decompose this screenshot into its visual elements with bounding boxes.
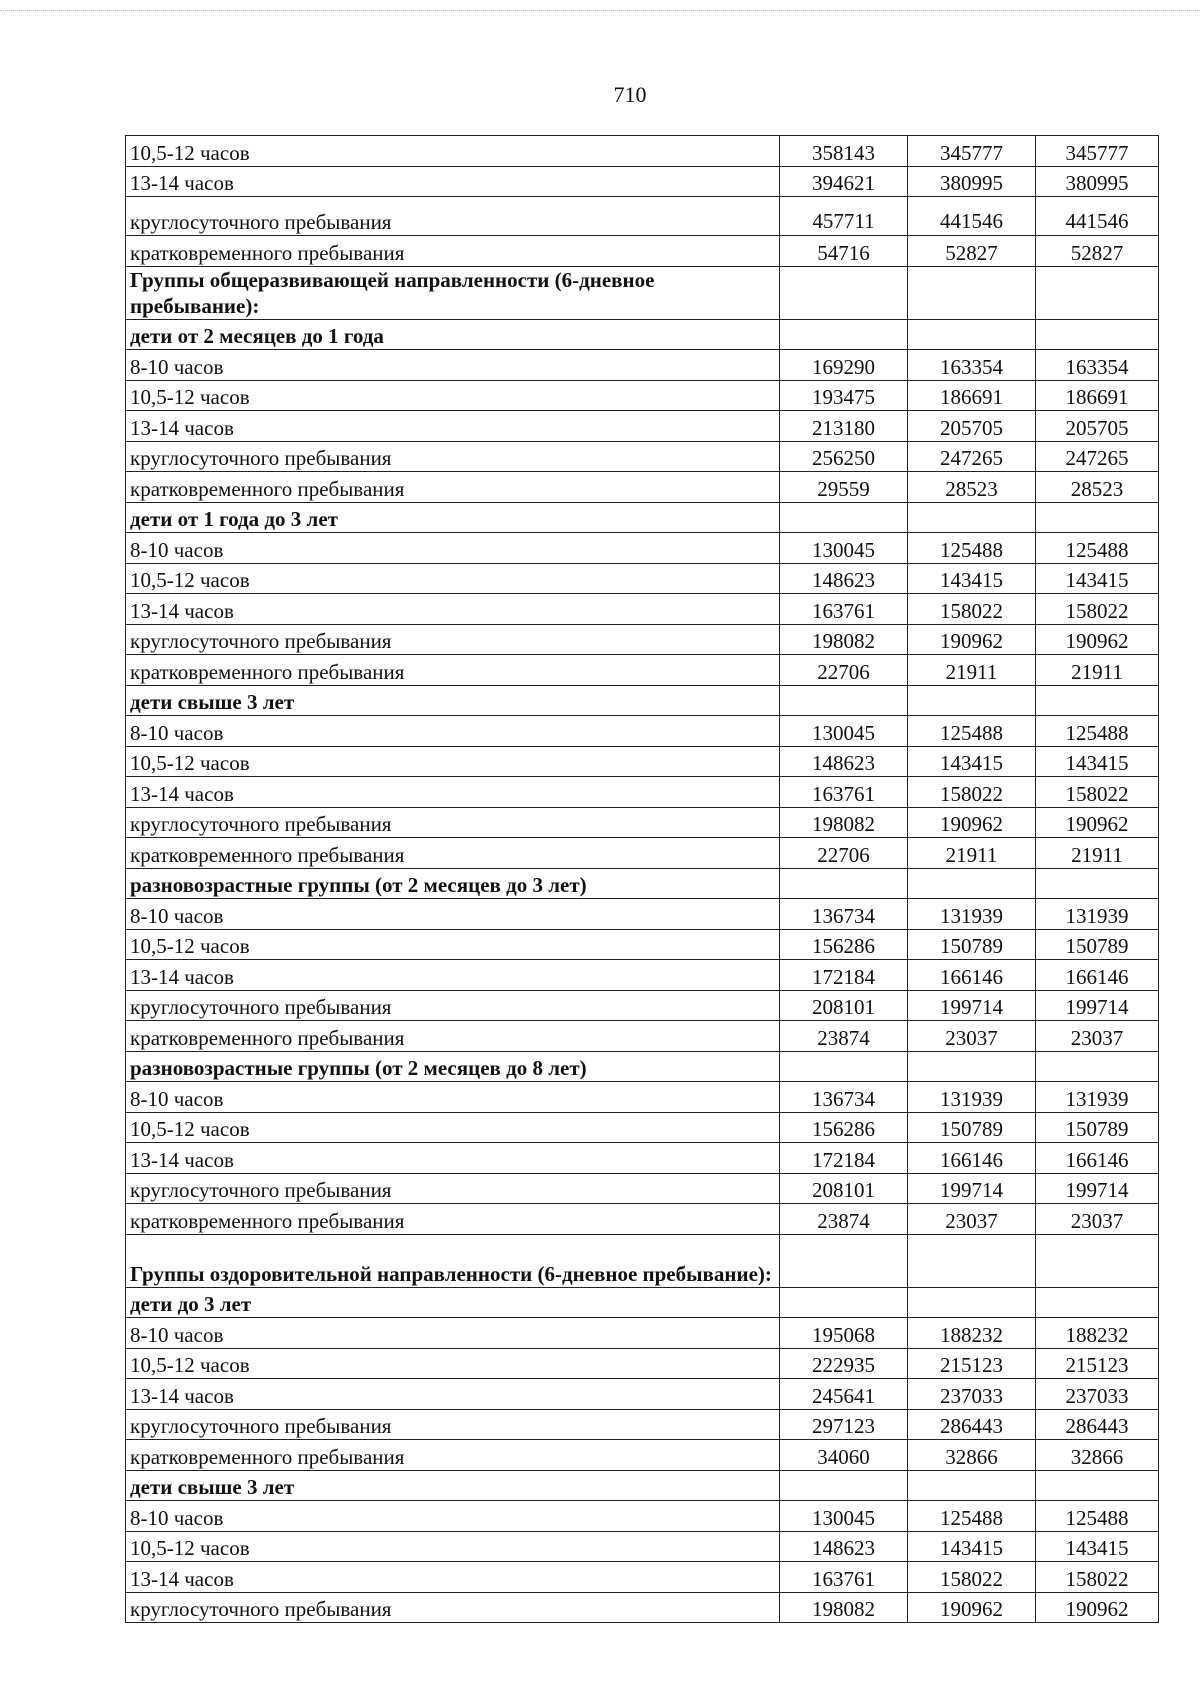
value-cell-col2: 23037 xyxy=(908,1021,1036,1052)
row-label-cell: кратковременного пребывания xyxy=(126,1204,780,1235)
value-cell-col3: 23037 xyxy=(1036,1204,1159,1235)
value-cell-col1: 130045 xyxy=(780,1501,908,1532)
value-cell-col2: 143415 xyxy=(908,746,1036,777)
value-cell-col3 xyxy=(1036,1051,1159,1082)
value-cell-col1: 23874 xyxy=(780,1021,908,1052)
value-cell-col2: 286443 xyxy=(908,1409,1036,1440)
table-row xyxy=(126,1409,1159,1440)
table-row xyxy=(126,441,1159,472)
row-label-cell: 10,5-12 часов xyxy=(126,136,780,167)
value-cell-col3: 199714 xyxy=(1036,1173,1159,1204)
value-cell-col3: 52827 xyxy=(1036,236,1159,267)
row-label-cell: 8-10 часов xyxy=(126,1501,780,1532)
table-row xyxy=(126,1021,1159,1052)
row-label-cell: кратковременного пребывания xyxy=(126,1021,780,1052)
value-cell-col1: 195068 xyxy=(780,1318,908,1349)
value-cell-col1: 169290 xyxy=(780,350,908,381)
table-row xyxy=(126,1501,1159,1532)
value-cell-col1: 148623 xyxy=(780,746,908,777)
value-cell-col3 xyxy=(1036,1287,1159,1318)
table-section-header-row xyxy=(126,266,1159,319)
value-cell-col2: 158022 xyxy=(908,594,1036,625)
value-cell-col3: 380995 xyxy=(1036,166,1159,197)
row-label-cell: 13-14 часов xyxy=(126,1143,780,1174)
section-label-cell: Группы оздоровительной направленности (6-дневное пребывание): xyxy=(126,1234,780,1287)
value-cell-col2: 205705 xyxy=(908,411,1036,442)
value-cell-col2: 190962 xyxy=(908,624,1036,655)
value-cell-col1: 394621 xyxy=(780,166,908,197)
value-cell-col3: 150789 xyxy=(1036,1112,1159,1143)
table-row xyxy=(126,807,1159,838)
row-label-cell: кратковременного пребывания xyxy=(126,236,780,267)
row-label-cell: 13-14 часов xyxy=(126,1379,780,1410)
value-cell-col1: 148623 xyxy=(780,1531,908,1562)
tariff-table xyxy=(125,135,1159,1623)
value-cell-col3 xyxy=(1036,685,1159,716)
value-cell-col3: 32866 xyxy=(1036,1440,1159,1471)
value-cell-col3: 215123 xyxy=(1036,1348,1159,1379)
value-cell-col2: 125488 xyxy=(908,1501,1036,1532)
value-cell-col2: 215123 xyxy=(908,1348,1036,1379)
row-label-cell: 8-10 часов xyxy=(126,533,780,564)
value-cell-col2: 52827 xyxy=(908,236,1036,267)
value-cell-col2: 188232 xyxy=(908,1318,1036,1349)
table-row xyxy=(126,472,1159,503)
value-cell-col3: 186691 xyxy=(1036,380,1159,411)
value-cell-col2 xyxy=(908,266,1036,319)
table-section-header-row xyxy=(126,1234,1159,1287)
value-cell-col2: 199714 xyxy=(908,1173,1036,1204)
table-row xyxy=(126,166,1159,197)
section-label-cell: дети от 1 года до 3 лет xyxy=(126,502,780,533)
row-label-cell: 8-10 часов xyxy=(126,350,780,381)
value-cell-col3: 166146 xyxy=(1036,1143,1159,1174)
row-label-cell: 13-14 часов xyxy=(126,411,780,442)
value-cell-col2 xyxy=(908,1287,1036,1318)
table-section-header-row xyxy=(126,319,1159,350)
value-cell-col2: 125488 xyxy=(908,716,1036,747)
row-label-cell: 13-14 часов xyxy=(126,960,780,991)
row-label-cell: 10,5-12 часов xyxy=(126,1531,780,1562)
table-row xyxy=(126,594,1159,625)
value-cell-col1: 148623 xyxy=(780,563,908,594)
value-cell-col3: 158022 xyxy=(1036,777,1159,808)
value-cell-col1: 29559 xyxy=(780,472,908,503)
value-cell-col1: 130045 xyxy=(780,533,908,564)
table-row xyxy=(126,655,1159,686)
value-cell-col2 xyxy=(908,1234,1036,1287)
value-cell-col2: 125488 xyxy=(908,533,1036,564)
table-row xyxy=(126,1318,1159,1349)
value-cell-col1: 34060 xyxy=(780,1440,908,1471)
value-cell-col3: 21911 xyxy=(1036,838,1159,869)
value-cell-col3: 190962 xyxy=(1036,807,1159,838)
table-section-header-row xyxy=(126,868,1159,899)
value-cell-col1: 208101 xyxy=(780,1173,908,1204)
value-cell-col2: 28523 xyxy=(908,472,1036,503)
table-section-header-row xyxy=(126,685,1159,716)
value-cell-col2: 186691 xyxy=(908,380,1036,411)
value-cell-col1: 22706 xyxy=(780,838,908,869)
table-row xyxy=(126,716,1159,747)
value-cell-col1: 172184 xyxy=(780,960,908,991)
table-section-header-row xyxy=(126,1051,1159,1082)
value-cell-col1 xyxy=(780,1051,908,1082)
value-cell-col3 xyxy=(1036,1234,1159,1287)
table-row xyxy=(126,1440,1159,1471)
value-cell-col2: 158022 xyxy=(908,1562,1036,1593)
row-label-cell: 10,5-12 часов xyxy=(126,563,780,594)
section-label-cell: разновозрастные группы (от 2 месяцев до 8 лет) xyxy=(126,1051,780,1082)
row-label-cell: 10,5-12 часов xyxy=(126,1112,780,1143)
table-section-header-row xyxy=(126,1287,1159,1318)
row-label-cell: круглосуточного пребывания xyxy=(126,1409,780,1440)
value-cell-col1 xyxy=(780,266,908,319)
row-label-cell: круглосуточного пребывания xyxy=(126,807,780,838)
value-cell-col1: 163761 xyxy=(780,594,908,625)
value-cell-col2 xyxy=(908,1470,1036,1501)
value-cell-col1 xyxy=(780,1234,908,1287)
value-cell-col3: 158022 xyxy=(1036,1562,1159,1593)
value-cell-col1 xyxy=(780,1287,908,1318)
value-cell-col2: 143415 xyxy=(908,563,1036,594)
value-cell-col3: 125488 xyxy=(1036,1501,1159,1532)
value-cell-col3 xyxy=(1036,502,1159,533)
table-row xyxy=(126,746,1159,777)
value-cell-col1: 136734 xyxy=(780,899,908,930)
value-cell-col2: 150789 xyxy=(908,1112,1036,1143)
value-cell-col1: 457711 xyxy=(780,197,908,236)
value-cell-col3: 125488 xyxy=(1036,533,1159,564)
row-label-cell: круглосуточного пребывания xyxy=(126,197,780,236)
value-cell-col3: 190962 xyxy=(1036,1592,1159,1623)
value-cell-col3: 125488 xyxy=(1036,716,1159,747)
value-cell-col2 xyxy=(908,502,1036,533)
value-cell-col2: 131939 xyxy=(908,899,1036,930)
row-label-cell: 10,5-12 часов xyxy=(126,1348,780,1379)
value-cell-col1: 358143 xyxy=(780,136,908,167)
value-cell-col3: 166146 xyxy=(1036,960,1159,991)
table-row xyxy=(126,838,1159,869)
value-cell-col1: 23874 xyxy=(780,1204,908,1235)
value-cell-col2: 190962 xyxy=(908,1592,1036,1623)
table-row xyxy=(126,1082,1159,1113)
value-cell-col3 xyxy=(1036,1470,1159,1501)
row-label-cell: 10,5-12 часов xyxy=(126,746,780,777)
table-row xyxy=(126,960,1159,991)
table-row xyxy=(126,411,1159,442)
value-cell-col1: 198082 xyxy=(780,1592,908,1623)
table-row xyxy=(126,1348,1159,1379)
value-cell-col2: 441546 xyxy=(908,197,1036,236)
row-label-cell: 8-10 часов xyxy=(126,899,780,930)
value-cell-col1: 256250 xyxy=(780,441,908,472)
value-cell-col3: 28523 xyxy=(1036,472,1159,503)
section-label-cell: разновозрастные группы (от 2 месяцев до 3 лет) xyxy=(126,868,780,899)
value-cell-col2: 190962 xyxy=(908,807,1036,838)
value-cell-col3: 158022 xyxy=(1036,594,1159,625)
value-cell-col3 xyxy=(1036,319,1159,350)
table-row xyxy=(126,563,1159,594)
value-cell-col1 xyxy=(780,502,908,533)
value-cell-col3: 188232 xyxy=(1036,1318,1159,1349)
table-row xyxy=(126,1379,1159,1410)
value-cell-col2: 131939 xyxy=(908,1082,1036,1113)
table-row xyxy=(126,777,1159,808)
value-cell-col2: 163354 xyxy=(908,350,1036,381)
scan-top-edge xyxy=(0,10,1200,11)
row-label-cell: круглосуточного пребывания xyxy=(126,1592,780,1623)
value-cell-col1: 163761 xyxy=(780,777,908,808)
tariff-table-body xyxy=(126,136,1159,1623)
table-row xyxy=(126,533,1159,564)
value-cell-col1: 22706 xyxy=(780,655,908,686)
value-cell-col1: 208101 xyxy=(780,990,908,1021)
value-cell-col2: 21911 xyxy=(908,655,1036,686)
value-cell-col3 xyxy=(1036,868,1159,899)
value-cell-col2: 237033 xyxy=(908,1379,1036,1410)
row-label-cell: кратковременного пребывания xyxy=(126,1440,780,1471)
value-cell-col1: 297123 xyxy=(780,1409,908,1440)
table-row xyxy=(126,236,1159,267)
value-cell-col3: 143415 xyxy=(1036,1531,1159,1562)
value-cell-col3: 345777 xyxy=(1036,136,1159,167)
value-cell-col2: 158022 xyxy=(908,777,1036,808)
value-cell-col1 xyxy=(780,319,908,350)
value-cell-col3: 190962 xyxy=(1036,624,1159,655)
row-label-cell: 13-14 часов xyxy=(126,166,780,197)
value-cell-col3: 131939 xyxy=(1036,1082,1159,1113)
row-label-cell: круглосуточного пребывания xyxy=(126,624,780,655)
table-row xyxy=(126,1562,1159,1593)
value-cell-col3: 199714 xyxy=(1036,990,1159,1021)
value-cell-col1: 156286 xyxy=(780,929,908,960)
table-row xyxy=(126,624,1159,655)
row-label-cell: 10,5-12 часов xyxy=(126,929,780,960)
value-cell-col3: 23037 xyxy=(1036,1021,1159,1052)
value-cell-col2: 21911 xyxy=(908,838,1036,869)
page-number: 710 xyxy=(613,82,647,107)
value-cell-col1: 172184 xyxy=(780,1143,908,1174)
value-cell-col2 xyxy=(908,319,1036,350)
value-cell-col3: 143415 xyxy=(1036,563,1159,594)
value-cell-col2: 380995 xyxy=(908,166,1036,197)
value-cell-col3: 21911 xyxy=(1036,655,1159,686)
table-row xyxy=(126,1531,1159,1562)
section-label-cell: дети свыше 3 лет xyxy=(126,1470,780,1501)
value-cell-col3: 150789 xyxy=(1036,929,1159,960)
table-row xyxy=(126,990,1159,1021)
value-cell-col3: 131939 xyxy=(1036,899,1159,930)
value-cell-col1: 213180 xyxy=(780,411,908,442)
table-row xyxy=(126,1173,1159,1204)
table-row xyxy=(126,350,1159,381)
value-cell-col2: 150789 xyxy=(908,929,1036,960)
value-cell-col3 xyxy=(1036,266,1159,319)
section-label-cell: дети до 3 лет xyxy=(126,1287,780,1318)
value-cell-col3: 143415 xyxy=(1036,746,1159,777)
value-cell-col2: 166146 xyxy=(908,960,1036,991)
section-label-cell: дети свыше 3 лет xyxy=(126,685,780,716)
table-row xyxy=(126,929,1159,960)
row-label-cell: кратковременного пребывания xyxy=(126,655,780,686)
value-cell-col3: 247265 xyxy=(1036,441,1159,472)
row-label-cell: круглосуточного пребывания xyxy=(126,441,780,472)
table-row xyxy=(126,1112,1159,1143)
row-label-cell: 10,5-12 часов xyxy=(126,380,780,411)
section-label-cell: дети от 2 месяцев до 1 года xyxy=(126,319,780,350)
table-row xyxy=(126,136,1159,167)
table-row xyxy=(126,899,1159,930)
value-cell-col2: 345777 xyxy=(908,136,1036,167)
value-cell-col1: 198082 xyxy=(780,807,908,838)
value-cell-col2 xyxy=(908,868,1036,899)
table-row xyxy=(126,1592,1159,1623)
value-cell-col1 xyxy=(780,1470,908,1501)
value-cell-col1: 163761 xyxy=(780,1562,908,1593)
row-label-cell: 8-10 часов xyxy=(126,1082,780,1113)
row-label-cell: круглосуточного пребывания xyxy=(126,1173,780,1204)
table-section-header-row xyxy=(126,502,1159,533)
table-row xyxy=(126,197,1159,236)
value-cell-col2 xyxy=(908,685,1036,716)
value-cell-col1: 130045 xyxy=(780,716,908,747)
value-cell-col1: 198082 xyxy=(780,624,908,655)
value-cell-col2: 143415 xyxy=(908,1531,1036,1562)
value-cell-col3: 163354 xyxy=(1036,350,1159,381)
table-row xyxy=(126,380,1159,411)
row-label-cell: 8-10 часов xyxy=(126,716,780,747)
table-row xyxy=(126,1143,1159,1174)
value-cell-col1 xyxy=(780,685,908,716)
value-cell-col1: 156286 xyxy=(780,1112,908,1143)
value-cell-col1 xyxy=(780,868,908,899)
row-label-cell: 13-14 часов xyxy=(126,1562,780,1593)
value-cell-col1: 193475 xyxy=(780,380,908,411)
row-label-cell: 13-14 часов xyxy=(126,777,780,808)
value-cell-col3: 205705 xyxy=(1036,411,1159,442)
row-label-cell: кратковременного пребывания xyxy=(126,472,780,503)
value-cell-col2: 247265 xyxy=(908,441,1036,472)
value-cell-col1: 222935 xyxy=(780,1348,908,1379)
row-label-cell: круглосуточного пребывания xyxy=(126,990,780,1021)
row-label-cell: 8-10 часов xyxy=(126,1318,780,1349)
row-label-cell: кратковременного пребывания xyxy=(126,838,780,869)
value-cell-col2 xyxy=(908,1051,1036,1082)
value-cell-col2: 23037 xyxy=(908,1204,1036,1235)
value-cell-col2: 32866 xyxy=(908,1440,1036,1471)
value-cell-col2: 199714 xyxy=(908,990,1036,1021)
value-cell-col1: 245641 xyxy=(780,1379,908,1410)
value-cell-col2: 166146 xyxy=(908,1143,1036,1174)
section-label-cell: Группы общеразвивающей направленности (6-дневное пребывание): xyxy=(126,266,780,319)
value-cell-col3: 237033 xyxy=(1036,1379,1159,1410)
row-label-cell: 13-14 часов xyxy=(126,594,780,625)
table-row xyxy=(126,1204,1159,1235)
table-section-header-row xyxy=(126,1470,1159,1501)
value-cell-col3: 286443 xyxy=(1036,1409,1159,1440)
value-cell-col1: 54716 xyxy=(780,236,908,267)
value-cell-col3: 441546 xyxy=(1036,197,1159,236)
value-cell-col1: 136734 xyxy=(780,1082,908,1113)
